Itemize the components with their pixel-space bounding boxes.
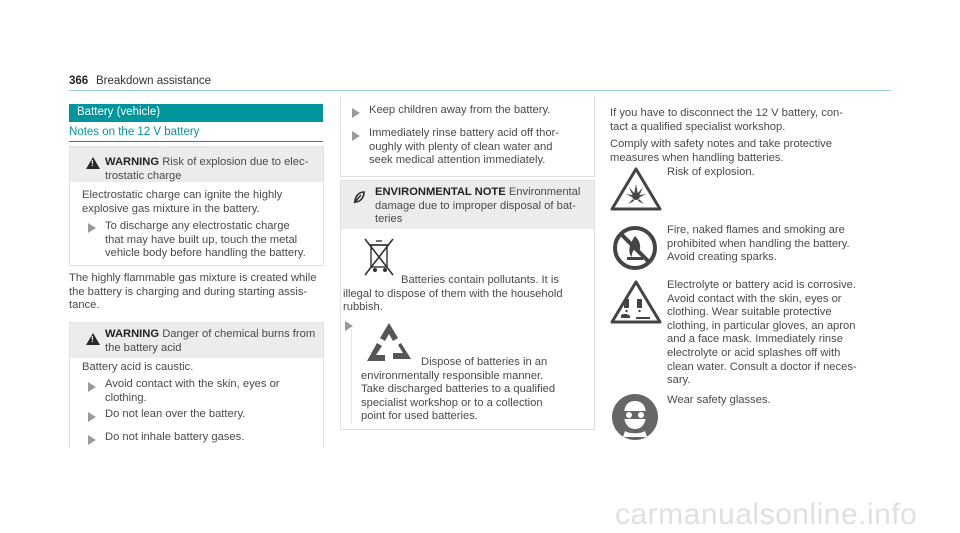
step-arrow-icon (352, 131, 360, 141)
warning-header-text (105, 156, 320, 183)
environment-header-text (375, 186, 590, 227)
crossed-bin-icon (363, 237, 395, 277)
text-line: illegal to dispose of them with the household (343, 287, 563, 300)
text-line: clothing. Wear suitable protective (667, 306, 832, 319)
watermark: carmanualsonline.info (615, 498, 918, 531)
text-line: sary. (667, 374, 691, 387)
subsection-divider (69, 141, 323, 142)
section-title-bar (69, 104, 323, 122)
text-line: clothing, in particular gloves, an apron (667, 319, 856, 332)
text-line: environmentally responsible manner. (361, 369, 544, 382)
no-fire-icon (611, 224, 659, 272)
warning-label: WARNING (105, 328, 160, 340)
safety-text-no-fire (667, 224, 892, 265)
text-line: explosive gas mixture in the battery. (82, 202, 260, 215)
warning-icon (86, 333, 100, 345)
warning-step: Keep children away from the battery. (369, 104, 551, 116)
environment-note-box (340, 180, 595, 430)
text-line: vehicle body before handling the battery. (105, 247, 306, 260)
environment-head-line1: Environmental (508, 186, 581, 198)
text-line: Dispose of batteries in an (421, 356, 548, 368)
text-line: tance. (69, 299, 100, 312)
text-line: Batteries contain pollutants. It is (401, 274, 559, 286)
text-line: Take discharged batteries to a qualified (361, 383, 556, 396)
warning-step (369, 127, 589, 168)
text-line: Avoid creating sparks. (667, 251, 777, 264)
text-line: point for used batteries. (361, 410, 478, 423)
text-line: the battery is charging and during starting assis- (69, 285, 308, 298)
text-line: that may have built up, touch the metal (105, 233, 298, 246)
text-line: tact a qualified specialist workshop. (610, 120, 786, 133)
warning-continuation (340, 96, 595, 177)
environment-label: ENVIRONMENTAL NOTE (375, 186, 506, 198)
warning-head-line2: trostatic charge (105, 169, 182, 182)
warning-step (105, 220, 320, 261)
environment-text1 (343, 274, 591, 315)
step-arrow-icon (352, 108, 360, 118)
safety-text-explosion: Risk of explosion. (667, 166, 755, 178)
step-arrow-icon (88, 223, 96, 233)
text-line: The highly flammable gas mixture is created while (69, 272, 317, 284)
environment-head-line2: damage due to improper disposal of bat- (375, 199, 576, 212)
step-arrow-icon (88, 412, 96, 422)
text-line: oughly with plenty of clean water and (369, 140, 553, 153)
step-arrow-icon (88, 382, 96, 392)
step-arrow-icon (88, 435, 96, 445)
text-line: Electrolyte or battery acid is corrosive. (667, 279, 857, 291)
text-line: clothing. (105, 391, 147, 404)
text-line: Avoid contact with the skin, eyes or (105, 378, 280, 390)
environment-text2 (361, 356, 591, 424)
text-line: Avoid contact with the skin, eyes or (667, 292, 842, 305)
text-line: Immediately rinse battery acid off thor- (369, 127, 560, 139)
warning-body: Battery acid is caustic. (82, 361, 194, 373)
text-line: electrolyte or acid splashes off with (667, 346, 841, 359)
warning-head-line2: the battery acid (105, 341, 182, 354)
environment-head-line3: teries (375, 213, 403, 226)
text-line: Electrostatic charge can ignite the highly (82, 189, 283, 201)
intro-paragraph-2 (610, 138, 890, 165)
text-line: rubbish. (343, 301, 383, 314)
text-line: specialist workshop or to a collection (361, 396, 543, 409)
text-line: and a face mask. Immediately rinse (667, 333, 843, 346)
text-line: If you have to disconnect the 12 V battery, con- (610, 107, 844, 119)
warning-header-text (105, 328, 320, 355)
intro-paragraph (610, 107, 890, 134)
warning-label: WARNING (105, 156, 160, 168)
subsection-title: Notes on the 12 V battery (69, 126, 200, 138)
text-line: To discharge any electrostatic charge (105, 220, 290, 232)
warning-box-chemical-burns (69, 322, 324, 448)
page-number: 366 (69, 75, 89, 87)
page-header-title: Breakdown assistance (96, 75, 212, 87)
corrosive-icon (610, 279, 662, 325)
explosion-icon (610, 166, 662, 212)
safety-text-corrosive (667, 279, 892, 388)
paragraph-gas-mixture (69, 272, 329, 313)
warning-icon (86, 157, 100, 169)
step-arrow-icon (345, 321, 353, 331)
environment-icon (352, 190, 366, 204)
text-line: Fire, naked flames and smoking are (667, 224, 845, 236)
text-line: clean water. Consult a doctor if neces- (667, 360, 857, 373)
warning-head-line1: Danger of chemical burns from (162, 328, 316, 340)
warning-box-static-charge (69, 146, 324, 266)
warning-step (105, 378, 320, 405)
warning-body (82, 189, 317, 216)
text-line: Comply with safety notes and take protective (610, 138, 832, 150)
text-line: measures when handling batteries. (610, 151, 784, 164)
safety-glasses-icon (611, 393, 659, 441)
warning-step: Do not lean over the battery. (105, 408, 246, 420)
step-indent-line (351, 329, 352, 424)
section-title: Battery (vehicle) (77, 106, 161, 118)
warning-head-line1: Risk of explosion due to elec- (162, 156, 309, 168)
text-line: seek medical attention immediately. (369, 154, 546, 167)
warning-step: Do not inhale battery gases. (105, 431, 245, 443)
text-line: prohibited when handling the battery. (667, 237, 850, 250)
safety-text-glasses: Wear safety glasses. (667, 394, 771, 406)
header-divider (69, 90, 891, 91)
